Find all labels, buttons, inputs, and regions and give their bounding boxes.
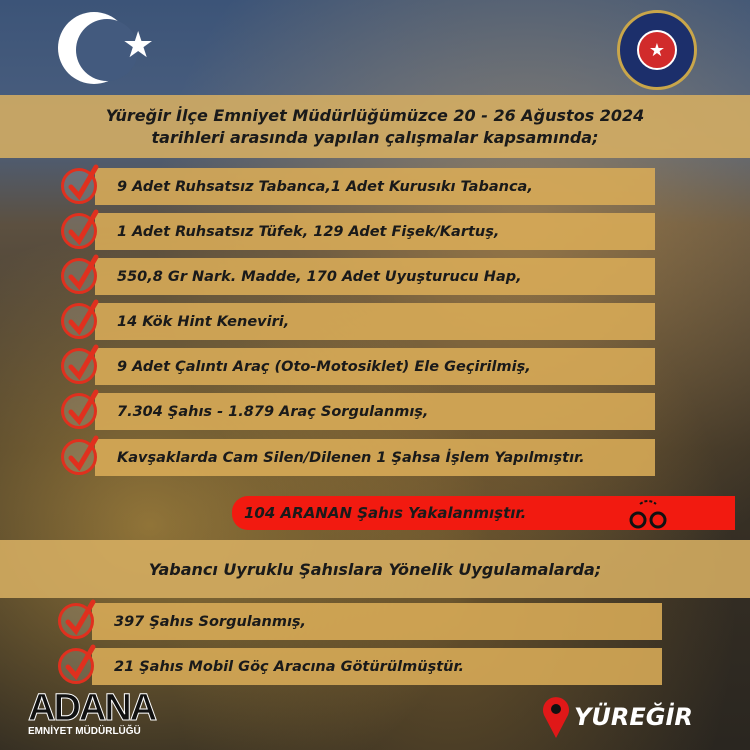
list-item-text: 9 Adet Çalıntı Araç (Oto-Motosiklet) Ele Geçirilmiş, bbox=[117, 358, 531, 375]
wanted-banner-text: 104 ARANAN Şahıs Yakalanmıştır. bbox=[244, 504, 527, 522]
list-item-text: Kavşaklarda Cam Silen/Dilenen 1 Şahsa İşlem Yapılmıştır. bbox=[117, 449, 585, 466]
checkmark-icon bbox=[61, 439, 97, 475]
list-item-text: 397 Şahıs Sorgulanmış, bbox=[114, 613, 307, 630]
list-item bbox=[95, 213, 655, 250]
list-item-text: 550,8 Gr Nark. Madde, 170 Adet Uyuşturucu Hap, bbox=[117, 268, 522, 285]
checkmark-icon bbox=[58, 648, 94, 684]
list-item bbox=[95, 439, 655, 476]
logo-small-text: EMNİYET MÜDÜRLÜĞÜ bbox=[28, 726, 141, 737]
district-name: YÜREĞİR bbox=[574, 703, 693, 731]
star-icon: ★ bbox=[122, 25, 155, 66]
checkmark-icon bbox=[61, 213, 97, 249]
header-title-line2: tarihleri arasında yapılan çalışmalar kapsamında; bbox=[151, 127, 599, 147]
location-pin-icon bbox=[542, 695, 570, 739]
list-item bbox=[95, 168, 655, 205]
list-item bbox=[92, 648, 662, 685]
checkmark-icon bbox=[58, 603, 94, 639]
list-item bbox=[92, 603, 662, 640]
list-item-text: 21 Şahıs Mobil Göç Aracına Götürülmüştür. bbox=[114, 658, 465, 675]
district-label bbox=[542, 695, 693, 739]
header-title-line1: Yüreğir İlçe Emniyet Müdürlüğümüzce 20 - 26 Ağustos 2024 bbox=[105, 105, 645, 125]
adana-police-logo bbox=[28, 687, 156, 737]
checkmark-icon bbox=[61, 168, 97, 204]
logo-big-text: ADANA bbox=[28, 687, 156, 729]
handcuffs-icon bbox=[628, 500, 668, 530]
list-item bbox=[95, 303, 655, 340]
list-item-text: 1 Adet Ruhsatsız Tüfek, 129 Adet Fişek/Kartuş, bbox=[117, 223, 500, 240]
emblem-star-icon: ★ bbox=[637, 30, 677, 70]
police-emblem-logo bbox=[617, 10, 697, 90]
checkmark-icon bbox=[61, 258, 97, 294]
list-item bbox=[95, 393, 655, 430]
foreign-section-title: Yabancı Uyruklu Şahıslara Yönelik Uygulamalarda; bbox=[148, 559, 602, 579]
list-item-text: 14 Kök Hint Keneviri, bbox=[117, 313, 290, 330]
list-item bbox=[95, 258, 655, 295]
header-band bbox=[0, 95, 750, 158]
list-item-text: 7.304 Şahıs - 1.879 Araç Sorgulanmış, bbox=[117, 403, 429, 420]
checkmark-icon bbox=[61, 393, 97, 429]
list-item bbox=[95, 348, 655, 385]
checkmark-icon bbox=[61, 348, 97, 384]
checkmark-icon bbox=[61, 303, 97, 339]
list-item-text: 9 Adet Ruhsatsız Tabanca,1 Adet Kurusıkı Tabanca, bbox=[117, 178, 533, 195]
foreign-section-band bbox=[0, 540, 750, 598]
